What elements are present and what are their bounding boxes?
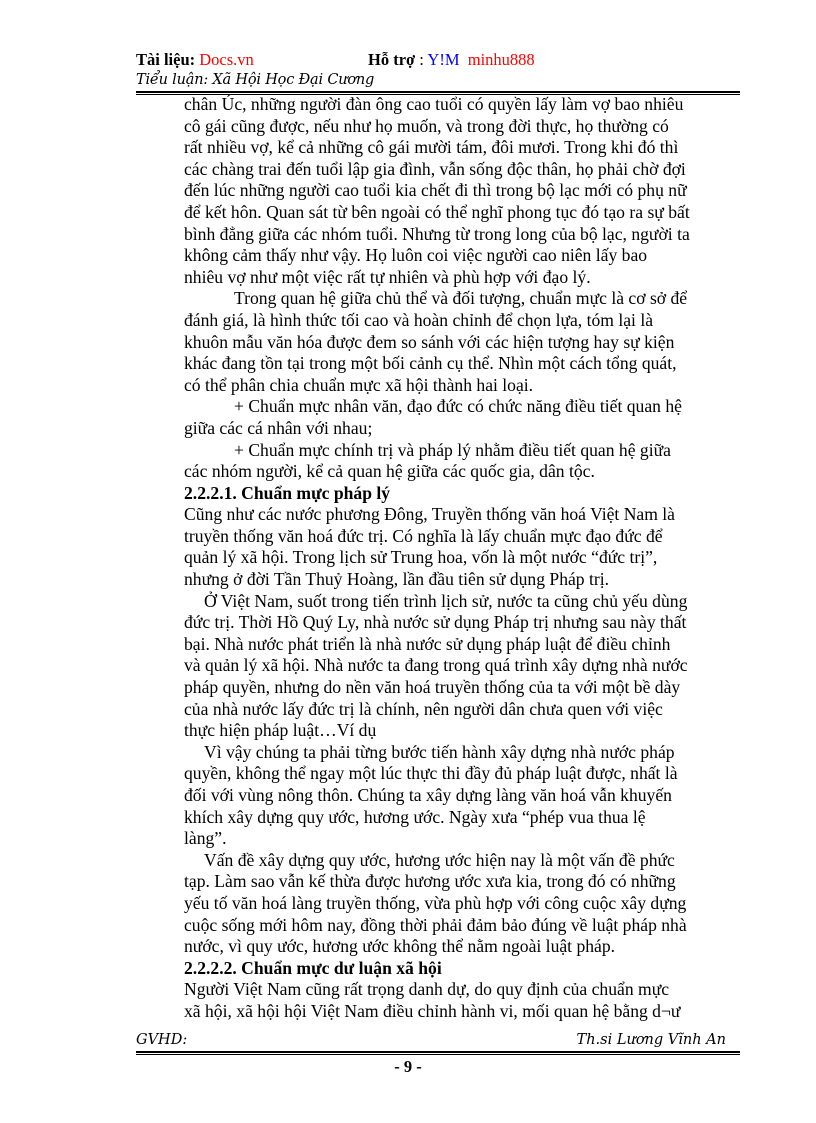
text-line: + Chuẩn mực nhân văn, đạo đức có chức năng điều tiết quan hệ xyxy=(234,396,682,417)
text-line: Vấn đề xây dựng quy ước, hương ước hiện nay là một vấn đề phức xyxy=(204,849,675,870)
text-line: quản lý xã hội. Trong lịch sử Trung hoa, vốn là một nước “đức trị”, xyxy=(184,547,658,568)
text-line: bình đẳng giữa các nhóm tuổi. Nhưng từ trong long của bộ lạc, người ta xyxy=(184,223,690,244)
document-subtitle: Tiểu luận: Xã Hội Học Đại Cương xyxy=(136,72,375,88)
text-line: đánh giá, là hình thức tối cao và hoàn chỉnh để chọn lựa, tóm lại là xyxy=(184,309,654,330)
page-header xyxy=(136,50,740,90)
doc-sep: : xyxy=(189,50,200,69)
section-heading: 2.2.2.1. Chuẩn mực pháp lý xyxy=(184,482,391,503)
text-line: nước, vì quy ước, hương ước không thể nằm ngoài luật pháp. xyxy=(184,936,616,957)
text-line: thực hiện pháp luật…Ví dụ xyxy=(184,720,377,741)
page-number: - 9 - xyxy=(394,1057,422,1076)
text-line: truyền thống văn hoá đức trị. Có nghĩa là lấy chuẩn mực đạo đức để xyxy=(184,525,663,546)
text-line: khuôn mẫu văn hóa được đem so sánh với các hiện tượng hay sự kiện xyxy=(184,331,675,352)
text-line: Ở Việt Nam, suốt trong tiến trình lịch sử, nước ta cũng chủ yếu dùng xyxy=(204,590,688,611)
text-line: pháp quyền, nhưng do nền văn hoá truyền thống của ta với một bề dày xyxy=(184,677,681,698)
ym-label: Y!M xyxy=(427,50,460,69)
text-line: có thể phân chia chuẩn mực xã hội thành hai loại. xyxy=(184,374,534,395)
text-line: Cũng như các nước phương Đông, Truyền thống văn hoá Việt Nam là xyxy=(184,504,675,525)
footer-advisor-name: Th.si Lương Vĩnh An xyxy=(576,1032,726,1048)
text-line: không cảm thấy như vậy. Họ luôn coi việc người cao niên lấy bao xyxy=(184,245,648,266)
text-line: chân Úc, những người đàn ông cao tuổi có quyền lấy làm vợ bao nhiêu xyxy=(184,94,684,114)
text-line: của nhà nước lấy đức trị là chính, nên người dân chưa quen với việc xyxy=(184,698,663,719)
text-line: nhiêu vợ như một việc rất tự nhiên và phù hợp với đạo lý. xyxy=(184,266,591,287)
text-line: và quản lý xã hội. Nhà nước ta đang trong quá trình xây dựng nhà nước xyxy=(184,655,688,676)
text-line: cô gái cũng được, nếu như họ muốn, và trong đời thực, họ thường có xyxy=(184,115,669,136)
header-info-row xyxy=(136,50,740,70)
text-line: làng”. xyxy=(184,828,227,849)
text-line: nhưng ở đời Tần Thuỷ Hoàng, lần đầu tiên sử dụng Pháp trị. xyxy=(184,569,610,590)
text-line: xã hội, xã hội hội Việt Nam điều chỉnh hành vi, mối quan hệ bằng d¬ư xyxy=(184,1000,681,1021)
docs-link[interactable]: Docs.vn xyxy=(199,50,254,69)
support-sep: : xyxy=(415,50,428,69)
text-line: cuộc sống mới hôm nay, đồng thời phải đảm bảo đúng về luật pháp nhà xyxy=(184,914,687,935)
text-line: Người Việt Nam cũng rất trọng danh dự, do quy định của chuẩn mực xyxy=(184,979,670,1000)
text-line: khích xây dựng quy ước, hương ước. Ngày xưa “phép vua thua lệ xyxy=(184,806,646,827)
doc-label: Tài liệu xyxy=(136,50,190,69)
text-line: Trong quan hệ giữa chủ thể và đối tượng, chuẩn mực là cơ sở để xyxy=(234,288,688,309)
text-line: đức trị. Thời Hồ Quý Ly, nhà nước sử dụng Pháp trị nhưng sau này thất xyxy=(184,612,687,633)
text-line: yếu tố văn hoá làng truyền thống, vừa phù hợp với công cuộc xây dựng xyxy=(184,892,687,913)
text-line: + Chuẩn mực chính trị và pháp lý nhằm điều tiết quan hệ giữa xyxy=(234,439,671,460)
text-line: quyền, không thể ngay một lúc thực thi đầy đủ pháp luật được, nhất là xyxy=(184,763,678,784)
section-heading: 2.2.2.2. Chuẩn mực dư luận xã hội xyxy=(184,957,442,978)
text-line: các nhóm người, kể cả quan hệ giữa các quốc gia, dân tộc. xyxy=(184,461,595,482)
text-line: rất nhiều vợ, kể cả những cô gái mười tám, đôi mươi. Trong khi đó thì xyxy=(184,137,679,158)
text-line: tạp. Làm sao vẫn kế thừa được hương ước xưa kia, trong đó có những xyxy=(184,871,676,892)
doc-source xyxy=(136,50,254,69)
support-label: Hỗ trợ xyxy=(368,50,416,69)
support-username: minhu888 xyxy=(467,50,535,69)
text-line: giữa các cá nhân với nhau; xyxy=(184,417,373,438)
footer-divider xyxy=(136,1051,740,1055)
document-body xyxy=(184,94,740,1023)
text-line: Vì vậy chúng ta phải từng bước tiến hành xây dựng nhà nước pháp xyxy=(204,741,675,762)
text-line: đến lúc những người cao tuổi kia chết đi thì trong bộ lạc mới có phụ nữ xyxy=(184,180,687,201)
text-line: đối với vùng nông thôn. Chúng ta xây dựng làng văn hoá vẫn khuyến xyxy=(184,785,672,805)
text-line: khác đang tồn tại trong một bối cảnh cụ thể. Nhìn một cách tổng quát, xyxy=(184,353,677,374)
page-footer xyxy=(136,1031,740,1049)
footer-advisor-label: GVHD: xyxy=(136,1032,188,1048)
text-line: để kết hôn. Quan sát từ bên ngoài có thể nghĩ phong tục đó tạo ra sự bất xyxy=(184,201,690,222)
support-info xyxy=(368,50,535,70)
text-line: bại. Nhà nước phát triển là nhà nước sử dụng pháp luật để điều chỉnh xyxy=(184,633,671,654)
text-line: các chàng trai đến tuổi lập gia đình, vẫn sống độc thân, họ phải chờ đợi xyxy=(184,158,686,179)
